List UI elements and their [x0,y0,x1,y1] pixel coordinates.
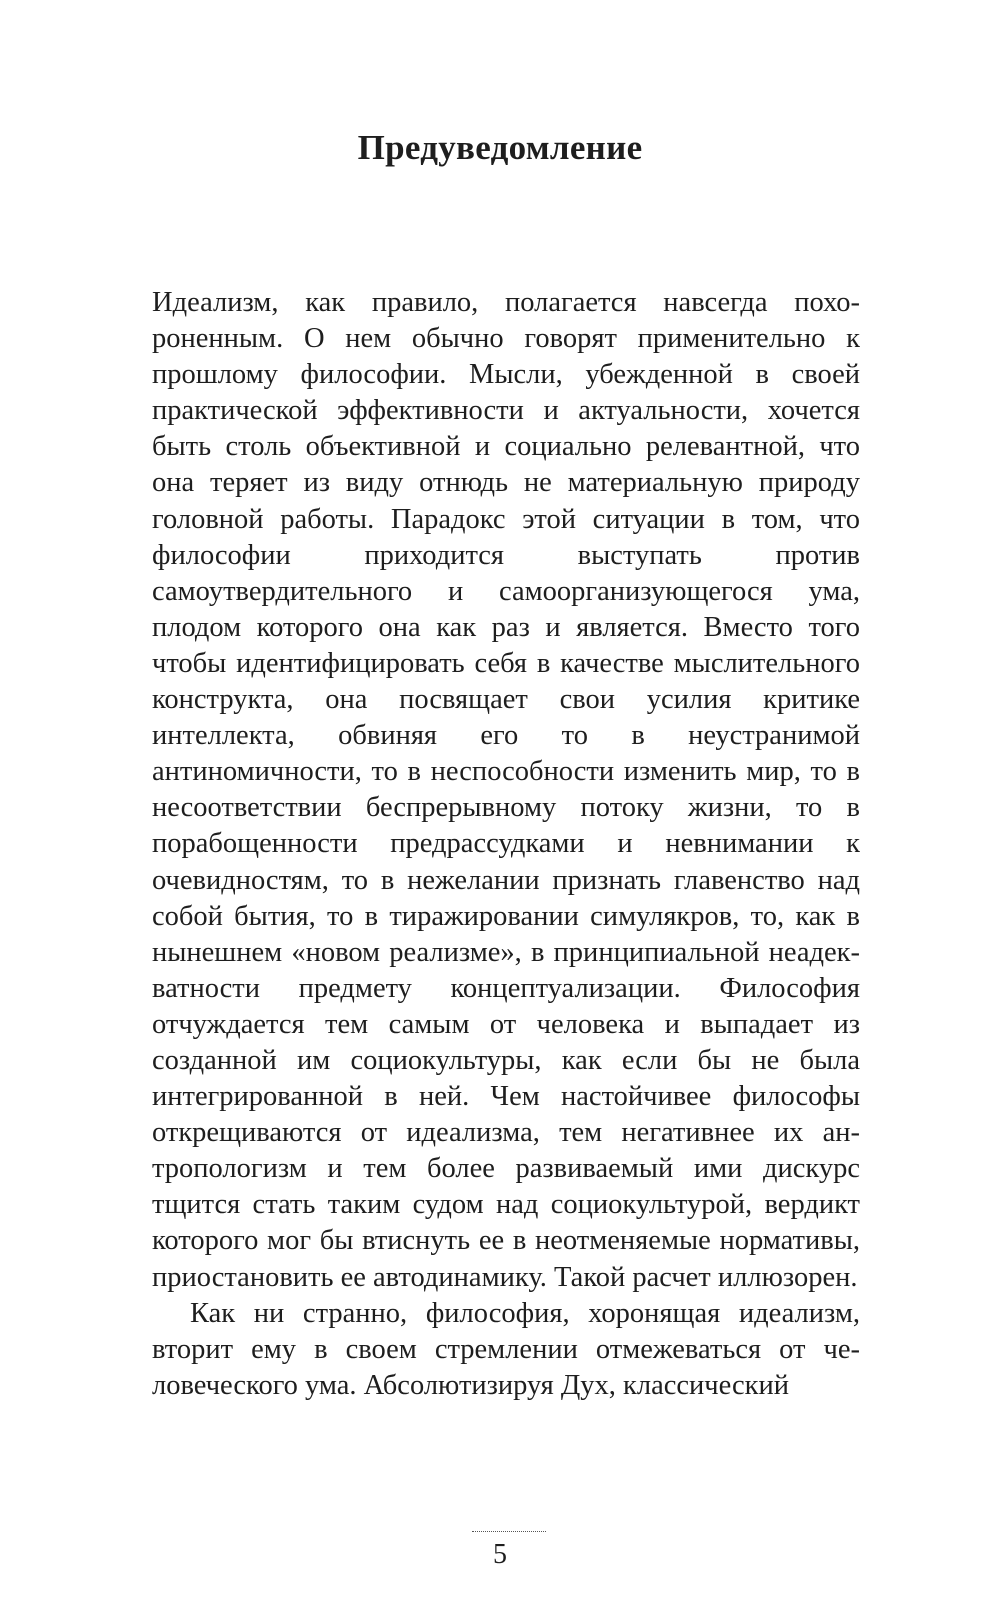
page-number: 5 [493,1539,507,1570]
paragraph-2: Как ни странно, философия, хоронящая идеализм, вторит ему в своем стремлении отмежеваться от человеческого ума. Абсолютизируя Дух, классический [152,1297,860,1401]
chapter-heading: Предуведомление [357,128,643,167]
paragraph-1: Идеализм, как правило, полагается навсегда похороненным. О нем обычно говорят применительно к прошлому философии. Мысли, убежденной в своей практической эффективности и актуальности, хочется быть столь объективной и социально релевантной, что она теряет из виду отнюдь не материальную природу головной работы. Парадокс этой ситуации в том, что философии приходится выступать против самоутвердительного и самоорганизующегося ума, плодом которого она как раз и является. Вместо того чтобы идентифицировать себя в качестве мыслительного конструкта, она посвящает свои усилия критике интеллекта, обвиняя его то в неустранимой антиномичности, то в неспособности изменить мир, то в несоответствии беспрерывному потоку жизни, то в порабощенности предрассудками и невнимании к очевидностям, то в нежелании признать главенство над собой бытия, то в тиражировании симулякров, то, как в нынешнем «новом реализме», в принципиальной неадекватности предмету концептуализации. Философия отчуждается тем самым от человека и выпадает из созданной им социокультуры, как если бы не была интегрированной в ней. Чем настойчивее философы открещиваются от идеализма, тем негативнее их антропологизм и тем более развиваемый ими дискурс тщится стать таким судом над социокультурой, вердикт которого мог бы втиснуть ее в неотменяемые нормативы, приостановить ее автодинамику. Такой расчет иллюзорен. [152,287,860,1293]
body-text [152,285,860,1404]
footer-dotted-rule [472,1531,546,1532]
